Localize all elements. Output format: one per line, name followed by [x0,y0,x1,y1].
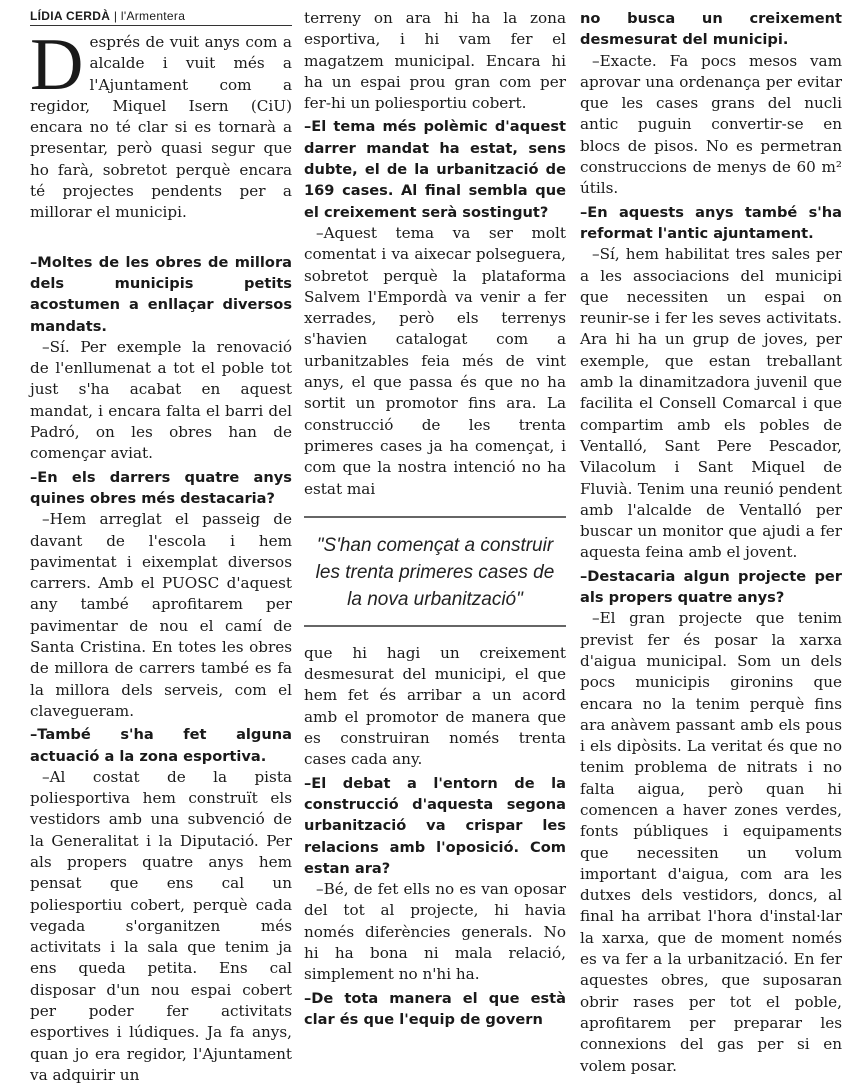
question: –Destacaria algun projecte per als propers quatre anys? [580,567,842,607]
answer: –Al costat de la pista poliesportiva hem construït els vestidors amb una subvenció de la Generalitat i la Diputació. Per als propers quatre anys hem pensat que ens cal un poliesportiu cobert, perquè cada vegada s'organitzen més activitats i la sala que tenim ja ens queda petita. Ens cal disposar d'un nou espai cobert per poder fer activitats esportives i lúdiques. Ja fa anys, quan jo era regidor, l'Ajuntament va adquirir un [30,767,292,1084]
question: –En els darrers quatre anys quines obres més destacaria? [30,468,292,507]
section-gap [30,224,292,250]
continued-text: terreny on ara hi ha la zona esportiva, i hi vam fer el magatzem municipal. Encara hi ha un espai prou gran com per fer-hi un poliesportiu cobert. [304,9,566,113]
byline-separator: | [113,9,118,23]
answer: –Aquest tema va ser molt comentat i va aixecar polseguera, sobretot perquè la plataforma Salvem l'Empordà va venir a fer xerrades, però els terrenys s'havien catalogat com a urbanitzables feia més de vint anys, el que passa és que no ha sortit un promotor fins ara. La construcció de les trenta primeres cases ja ha començat, i com que la nostra intenció no ha estat mai [304,223,566,498]
answer: –Bé, de fet ells no es van oposar del tot al projecte, hi havia només diferències generals. No hi ha bona ni mala relació, simplement no n'hi ha. [304,880,566,984]
intro-paragraph [30,24,292,224]
byline-author: LÍDIA CERDÀ [30,9,111,23]
pull-quote: "S'han començat a construir les trenta primeres cases de la nova urbanització" [304,516,566,627]
question: –En aquests anys també s'ha reformat l'antic ajuntament. [580,203,842,242]
column-1 [30,8,292,1086]
column-3 [580,8,842,1077]
answer: –El gran projecte que tenim previst fer és posar la xarxa d'aigua municipal. Som un dels pocs municipis gironins que encara no la tenim perquè fins ara anàvem passant amb els pous i els dipòsits. La veritat és que no tenim problema de nitrats i no falta aigua, però quan hi comencen a haver zones verdes, fonts públiques i equipaments que necessiten un volum important d'aigua, com ara les dutxes dels vestidors, doncs, al final ha arribat l'hora d'instal·lar la xarxa, que de moment només es va fer a la urbanització. En fer aquestes obres, que suposaran obrir rases per tot el poble, aprofitarem per preparar les connexions del gas per si en volem posar. [580,609,842,1075]
column-2 [304,8,566,1030]
drop-cap: D [30,24,84,106]
question: –També s'ha fet alguna actuació a la zona esportiva. [30,726,292,765]
answer: –Sí, hem habilitat tres sales per a les associacions del municipi que necessiten un espai on reunir-se i fer les seves activitats. Ara hi ha un grup de joves, per exemple, que estan treballant amb la dinamitzadora juvenil que facilita el Consell Comarcal i que compartim amb els pobles de Ventalló, Sant Pere Pescador, Vilacolum i Sant Miquel de Fluvià. Tenim una reunió pendent amb l'alcalde de Ventalló per buscar un monitor que ajudi a fer aquesta feina amb el jovent. [580,245,842,562]
answer: –Hem arreglat el passeig de davant de l'escola i hem pavimentat i eixemplat diversos carrers. Amb el PUOSC d'aquest any també aprofitarem per pavimentar de nou el camí de Santa Cristina. En totes les obres de millora de carrers també es fa la millora dels serveis, com el clavegueram. [30,510,292,720]
answer: –Sí. Per exemple la renovació de l'enllumenat a tot el poble tot just s'ha acabat en aquest mandat, i encara falta el barri del Padró, on les obres han de començar aviat. [30,337,292,463]
answer: –Exacte. Fa pocs mesos vam aprovar una ordenança per evitar que les cases grans del nucli antic puguin convertir-se en blocs de pisos. No es permetran construccions de menys de 60 m² útils. [580,51,842,198]
question: –Moltes de les obres de millora dels municipis petits acostumen a enllaçar diversos mandats. [30,253,292,335]
byline-location: l'Armentera [120,9,186,23]
question: –El debat a l'entorn de la construcció d'aquesta segona urbanització va crispar les relacions amb l'oposició. Com estan ara? [304,774,566,877]
question: –El tema més polèmic d'aquest darrer mandat ha estat, sens dubte, el de la urbanització de 169 cases. Al final sembla que el creixement serà sostingut? [304,118,566,221]
intro-text: esprés de vuit anys com a alcalde i vuit més a l'Ajuntament com a regidor, Miquel Isern (CiU) encara no té clar si es tornarà a presentar, però quasi segur que ho farà, sobretot perquè encara té projectes pendents per a millorar el municipi. [30,33,292,222]
byline [30,8,292,26]
question: –De tota manera el que està clar és que l'equip de govern [304,989,566,1028]
question-continued: no busca un creixement desmesurat del municipi. [580,10,842,49]
continued-text: que hi hagi un creixement desmesurat del municipi, el que hem fet és arribar a un acord amb el promotor de manera que es construiran només trenta cases cada any. [304,643,566,769]
